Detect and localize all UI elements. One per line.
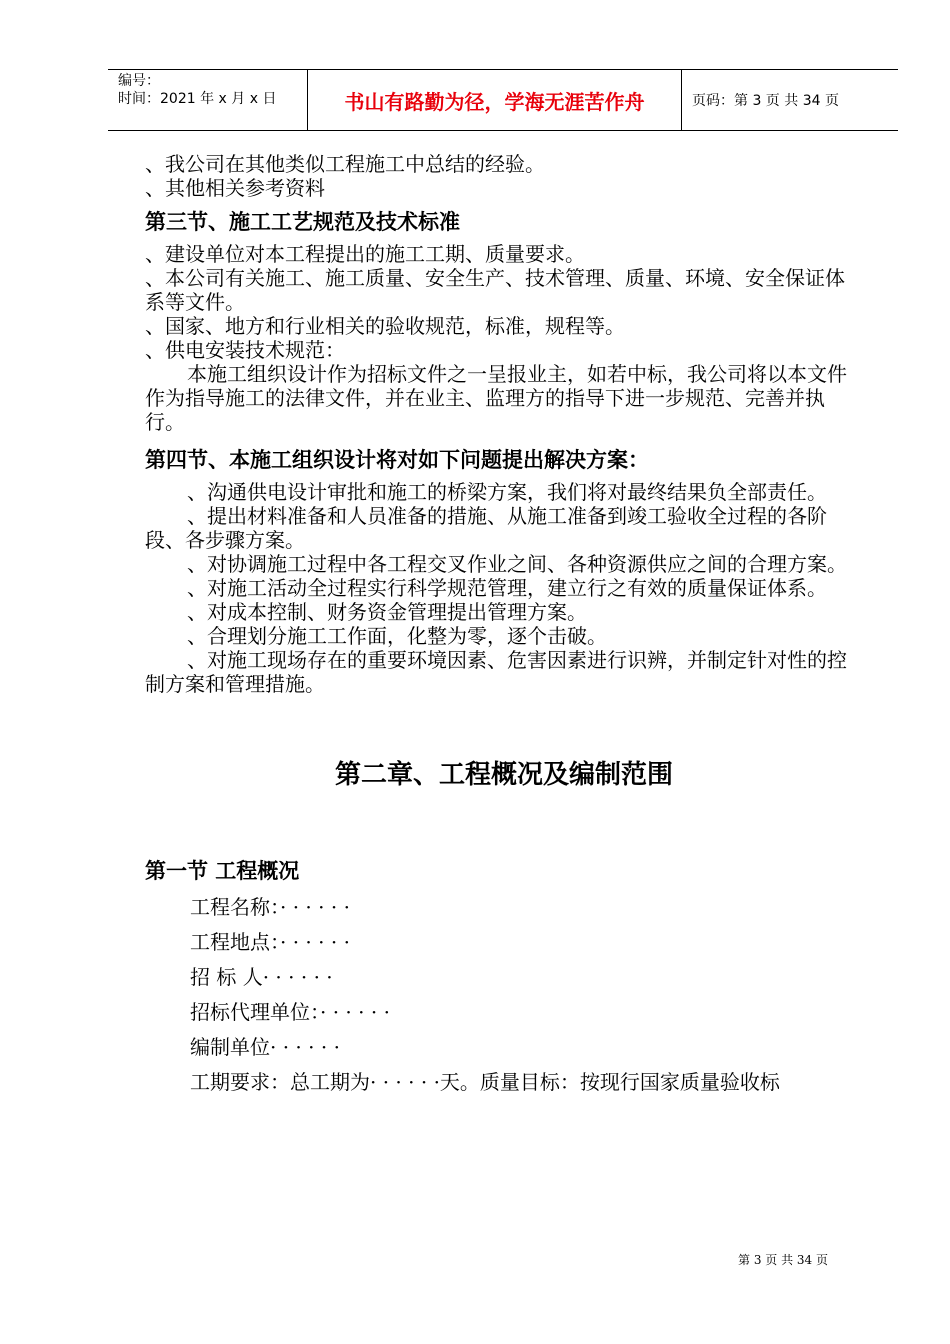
list-item: 、沟通供电设计审批和施工的桥梁方案，我们将对最终结果负全部责任。 — [187, 480, 827, 504]
list-item: 、提出材料准备和人员准备的措施、从施工准备到竣工验收全过程的各阶段、各步骤方案。 — [145, 504, 827, 552]
list-item: 、国家、地方和行业相关的验收规范，标准，规程等。 — [145, 314, 625, 338]
header-meta — [108, 70, 308, 130]
list-item: 、对施工现场存在的重要环境因素、危害因素进行识辨，并制定针对性的控制方案和管理措施。 — [145, 648, 847, 696]
header-motto: 书山有路勤为径，学海无涯苦作舟 — [308, 70, 682, 130]
list-item: 、我公司在其他类似工程施工中总结的经验。 — [145, 152, 545, 176]
list-item: 、供电安装技术规范： — [145, 338, 345, 362]
document-body — [145, 152, 863, 1105]
chapter-heading: 第二章、工程概况及编制范围 — [334, 760, 673, 790]
project-field: 招标代理单位：· · · · · · — [190, 1000, 390, 1024]
list-item: 、其他相关参考资料 — [145, 176, 325, 200]
section-heading: 第一节 工程概况 — [145, 859, 300, 883]
page-header — [108, 69, 898, 131]
project-field: 工期要求：总工期为· · · · · ·天。质量目标：按现行国家质量验收标 — [190, 1070, 780, 1094]
project-field: 工程地点：· · · · · · — [190, 930, 350, 954]
page-footer: 第 3 页 共 34 页 — [738, 1253, 828, 1267]
list-item: 、建设单位对本工程提出的施工工期、质量要求。 — [145, 242, 585, 266]
section-heading: 第四节、本施工组织设计将对如下问题提出解决方案： — [145, 448, 649, 472]
project-field: 招 标 人· · · · · · — [190, 965, 333, 989]
section-heading: 第三节、施工工艺规范及技术标准 — [145, 210, 460, 234]
paragraph: 本施工组织设计作为招标文件之一呈报业主，如若中标，我公司将以本文件作为指导施工的法律文件，并在业主、监理方的指导下进一步规范、完善并执行。 — [145, 362, 847, 434]
header-page-label: 页码：第 3 页 共 34 页 — [692, 93, 839, 109]
list-item: 、合理划分施工工作面，化整为零，逐个击破。 — [187, 624, 607, 648]
list-item: 、对协调施工过程中各工程交叉作业之间、各种资源供应之间的合理方案。 — [187, 552, 847, 576]
number-label: 编号： — [118, 73, 160, 89]
project-field: 编制单位· · · · · · — [190, 1035, 340, 1059]
list-item: 、本公司有关施工、施工质量、安全生产、技术管理、质量、环境、安全保证体系等文件。 — [145, 266, 845, 314]
time-label: 时间：2021 年 x 月 x 日 — [118, 91, 277, 107]
project-field: 工程名称：· · · · · · — [190, 895, 350, 919]
list-item: 、对施工活动全过程实行科学规范管理，建立行之有效的质量保证体系。 — [187, 576, 827, 600]
list-item: 、对成本控制、财务资金管理提出管理方案。 — [187, 600, 587, 624]
